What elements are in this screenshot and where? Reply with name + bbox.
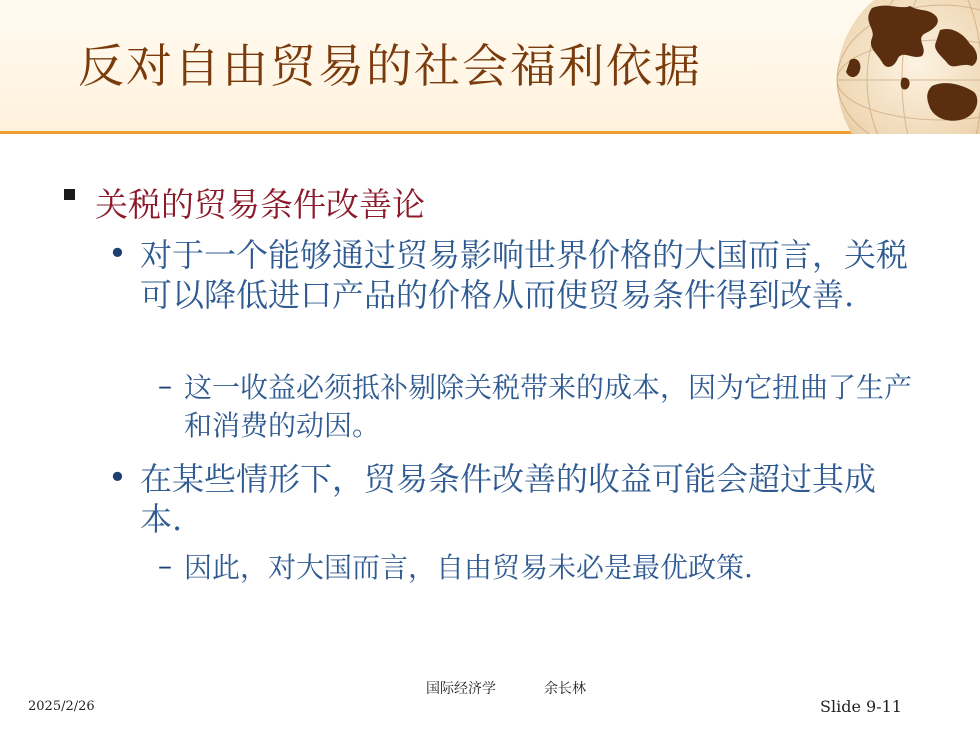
dash-bullet-icon: – — [158, 549, 172, 582]
round-bullet-icon: • — [108, 458, 127, 496]
bullet-text-2: 在某些情形下，贸易条件改善的收益可能会超过其成本. — [140, 460, 877, 538]
globe-icon — [832, 0, 980, 134]
round-bullet-icon: • — [108, 234, 127, 272]
footer-course: 国际经济学 — [426, 681, 496, 697]
square-bullet-icon — [64, 189, 75, 200]
footer-course-author — [426, 678, 586, 698]
sub-bullet-text-1: 这一收益必须抵补剔除关税带来的成本，因为它扭曲了生产和消费的动因。 — [184, 371, 913, 442]
footer-date: 2025/2/26 — [28, 699, 95, 714]
level1-heading: 关税的贸易条件改善论 — [95, 185, 425, 224]
sub-bullet-text-2: 因此，对大国而言，自由贸易未必是最优政策. — [184, 551, 753, 584]
footer-author: 余长林 — [544, 681, 586, 697]
slide-number: Slide 9-11 — [820, 697, 902, 716]
bullet-text-1: 对于一个能够通过贸易影响世界价格的大国而言，关税可以降低进口产品的价格从而使贸易条件得到改善. — [140, 236, 909, 314]
dash-bullet-icon: – — [158, 369, 172, 402]
slide-title: 反对自由贸易的社会福利依据 — [78, 39, 702, 93]
